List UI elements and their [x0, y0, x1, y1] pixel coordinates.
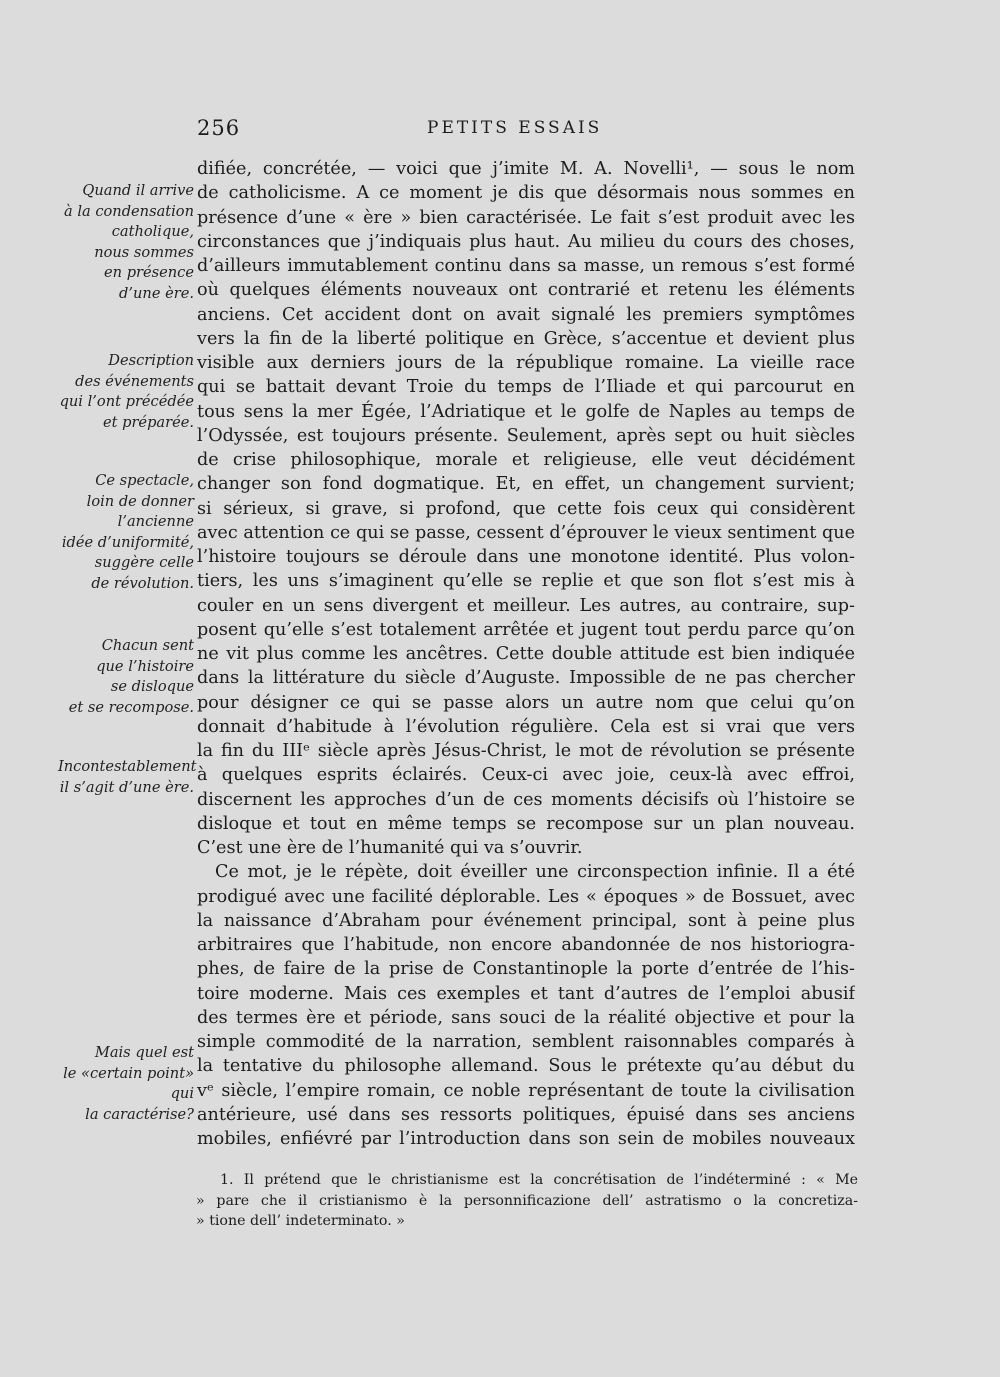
margin-note-6: Mais quel est le «certain point» qui la caractérise?: [63, 1044, 194, 1123]
text-line: disloque et tout en même temps se recompose sur un plan nouveau.: [197, 813, 855, 834]
text-line: mobiles, enfiévré par l’introduction dans son sein de mobiles nouveaux: [197, 1129, 855, 1149]
text-line: des termes ère et période, sans souci de la réalité objective et pour la: [197, 1007, 855, 1028]
margin-note-3: Ce spectacle, loin de donner l’ancienne idée d’uniformité, suggère celle de révolution.: [61, 472, 194, 592]
text-line: l’histoire toujours se déroule dans une monotone identité. Plus volon-: [197, 547, 855, 567]
text-line: phes, de faire de la prise de Constantinople la porte d’entrée de l’his-: [197, 959, 855, 980]
text-line: posent qu’elle s’est totalement arrêtée et jugent tout perdu parce qu’on: [197, 619, 855, 640]
page-header: [197, 116, 855, 146]
page-number: 256: [197, 116, 241, 140]
margin-note-1: Quand il arrive à la condensation catholique, nous sommes en présence d’une ère.: [64, 182, 194, 302]
margin-note-5: Incontestablement il s’agit d’une ère.: [58, 758, 197, 796]
text-line: pour désigner ce qui se passe alors un autre nom que celui qu’on: [197, 692, 855, 713]
text-line: d’ailleurs immutablement continu dans sa masse, un remous s’est formé: [197, 256, 855, 276]
text-line: qui se battait devant Troie du temps de l’Iliade et qui parcourut en: [197, 377, 855, 398]
text-line: vers la fin de la liberté politique en Grèce, s’accentue et devient plus: [197, 328, 855, 349]
margin-note-2: Description des événements qui l’ont précédée et préparée.: [59, 352, 194, 431]
text-line: vᵉ siècle, l’empire romain, ce noble représentant de toute la civilisation: [197, 1080, 855, 1101]
text-line: la naissance d’Abraham pour événement principal, sont à peine plus: [197, 910, 855, 931]
text-line: arbitraires que l’habitude, non encore abandonnée de nos historiogra-: [197, 935, 855, 955]
text-line: la fin du IIIᵉ siècle après Jésus-Christ, le mot de révolution se présente: [197, 741, 855, 761]
text-line: la tentative du philosophe allemand. Sous le prétexte qu’au début du: [197, 1056, 855, 1077]
footnote: [196, 1170, 858, 1232]
text-line: changer son fond dogmatique. Et, en effet, un changement survient;: [197, 474, 855, 495]
text-line: de crise philosophique, morale et religieuse, elle veut décidément: [197, 450, 855, 470]
text-line: simple commodité de la narration, semblent raisonnables comparés à: [197, 1032, 855, 1052]
text-line: donnait d’habitude à l’évolution régulière. Cela est si vrai que vers: [197, 716, 855, 737]
text-line: de catholicisme. A ce moment je dis que désormais nous sommes en: [197, 183, 855, 204]
text-line: dans la littérature du siècle d’Auguste. Impossible de ne pas chercher: [197, 668, 855, 689]
running-title: PETITS ESSAIS: [427, 118, 603, 138]
paragraph-end-line: C’est une ère de l’humanité qui va s’ouvrir.: [197, 838, 583, 858]
footnote-line: » tione dell’ indeterminato. »: [196, 1213, 405, 1229]
text-line: difiée, concrétée, — voici que j’imite M. A. Novelli¹, — sous le nom: [197, 159, 855, 179]
text-line: avec attention ce qui se passe, cessent d’éprouver le vieux sentiment que: [197, 522, 855, 543]
text-line: ne vit plus comme les ancêtres. Cette double attitude est bien indiquée: [197, 644, 855, 664]
text-line: prodigué avec une facilité déplorable. Les « époques » de Bossuet, avec: [197, 886, 855, 907]
main-text: [197, 157, 855, 1151]
text-line: toire moderne. Mais ces exemples et tant d’autres de l’emploi abusif: [197, 983, 855, 1004]
text-line: tous sens la mer Égée, l’Adriatique et le golfe de Naples au temps de: [197, 401, 855, 422]
paragraph-start-line: Ce mot, je le répète, doit éveiller une circonspection infinie. Il a été: [215, 862, 855, 883]
text-line: l’Odyssée, est toujours présente. Seulement, après sept ou huit siècles: [197, 425, 855, 446]
footnote-line: » pare che il cristianismo è la personnificazione dell’ astratismo o la concretiza-: [196, 1192, 858, 1209]
text-line: présence d’une « ère » bien caractérisée. Le fait s’est produit avec les: [197, 207, 855, 228]
text-line: à quelques esprits éclairés. Ceux-ci avec joie, ceux-là avec effroi,: [197, 765, 855, 786]
text-line: circonstances que j’indiquais plus haut. Au milieu du cours des choses,: [197, 231, 855, 252]
margin-note-4: Chacun sent que l’histoire se disloque et se recompose.: [68, 637, 194, 716]
text-line: où quelques éléments nouveaux ont contrarié et retenu les éléments: [197, 280, 855, 301]
text-line: couler en un sens divergent et meilleur. Les autres, au contraire, sup-: [197, 595, 855, 616]
footnote-line: 1. Il prétend que le christianisme est la concrétisation de l’indéterminé : « Me: [220, 1172, 858, 1188]
text-line: visible aux derniers jours de la république romaine. La vieille race: [197, 353, 855, 373]
text-line: anciens. Cet accident dont on avait signalé les premiers symptômes: [197, 304, 855, 325]
text-line: antérieure, usé dans ses ressorts politiques, épuisé dans ses anciens: [197, 1104, 855, 1125]
text-line: discernent les approches d’un de ces moments décisifs où l’histoire se: [197, 789, 855, 810]
text-line: tiers, les uns s’imaginent qu’elle se replie et que son flot s’est mis à: [197, 571, 855, 592]
text-line: si sérieux, si grave, si profond, que cette fois ceux qui considèrent: [197, 498, 855, 519]
